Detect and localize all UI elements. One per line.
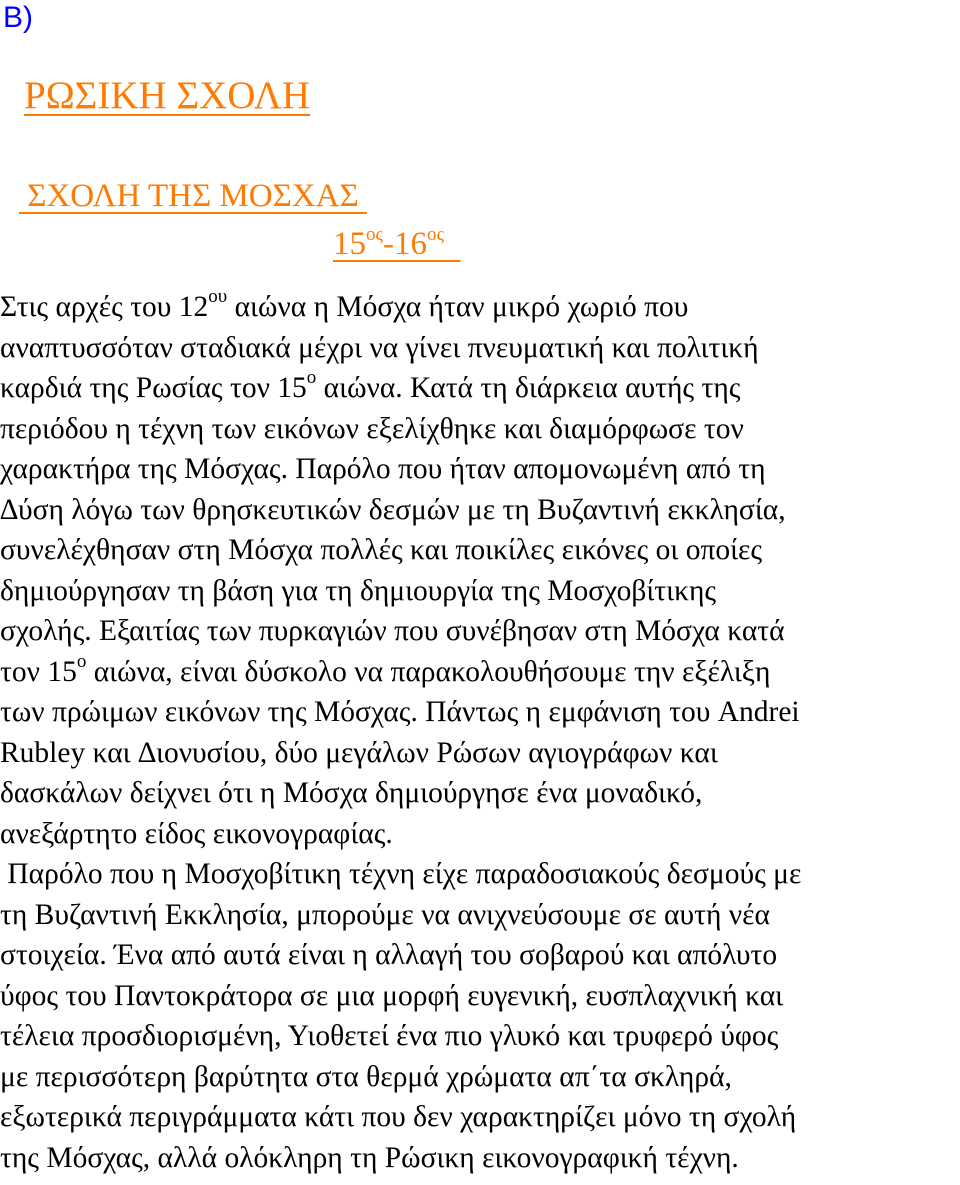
century-end: -16 bbox=[383, 226, 428, 262]
text-line-content: τον 15 bbox=[0, 655, 77, 688]
text-line bbox=[0, 814, 960, 855]
text-line-content: στοιχεία. Ένα από αυτά είναι η αλλαγή του σοβαρού και απόλυτο bbox=[0, 939, 778, 971]
text-line bbox=[0, 571, 960, 612]
text-line bbox=[0, 935, 960, 976]
text-line bbox=[0, 328, 960, 369]
text-line bbox=[0, 287, 960, 328]
body-text bbox=[0, 287, 960, 1178]
text-line-content: χαρακτήρα της Μόσχας. Παρόλο που ήταν απομονωμένη από τη bbox=[0, 453, 766, 485]
text-line bbox=[0, 733, 960, 774]
text-line-content: των πρώιμων εικόνων της Μόσχας. Πάντως η εμφάνιση του Andrei bbox=[0, 696, 800, 728]
page-title: ΡΩΣΙΚΗ ΣΧΟΛΗ bbox=[24, 74, 311, 117]
text-line-content: Παρόλο που η Μοσχοβίτικη τέχνη είχε παραδοσιακούς δεσμούς με bbox=[0, 858, 802, 890]
text-line-continuation: αιώνα η Μόσχα ήταν μικρό χωριό που bbox=[227, 291, 689, 323]
text-line-content: ύφος του Παντοκράτορα σε μια μορφή ευγενική, ευσπλαχνική και bbox=[0, 979, 784, 1012]
text-line-content: με περισσότερη βαρύτητα στα θερμά χρώματα απ΄τα σκληρά, bbox=[0, 1060, 732, 1093]
text-line bbox=[0, 1097, 960, 1138]
text-line bbox=[0, 652, 960, 693]
text-line bbox=[0, 773, 960, 814]
text-line bbox=[0, 449, 960, 490]
text-line bbox=[0, 368, 960, 409]
text-line-content: συνελέχθησαν στη Μόσχα πολλές και ποικίλες εικόνες οι οποίες bbox=[0, 534, 763, 566]
text-line bbox=[0, 611, 960, 652]
text-line-content: καρδιά της Ρωσίας τον 15 bbox=[0, 372, 307, 404]
ordinal-suffix: ο bbox=[76, 650, 87, 672]
section-label: B) bbox=[3, 1, 33, 34]
century-start-suffix: ος bbox=[366, 224, 384, 245]
century-end-suffix: ος bbox=[427, 224, 445, 245]
text-line-content: εξωτερικά περιγράμματα κάτι που δεν χαρακτηρίζει μόνο τη σχολή bbox=[0, 1101, 797, 1133]
ordinal-suffix: ου bbox=[208, 286, 228, 307]
text-line bbox=[0, 1057, 960, 1098]
text-line bbox=[0, 976, 960, 1017]
text-line-content: Rubley και ∆ιονυσίου, δύο μεγάλων Ρώσων αγιογράφων και bbox=[0, 736, 718, 769]
text-line bbox=[0, 1016, 960, 1057]
text-line-content: δημιούργησαν τη βάση για τη δημιουργία της Μοσχοβίτικης bbox=[0, 574, 717, 607]
text-line bbox=[0, 854, 960, 895]
text-line-content: τη Βυζαντινή Εκκλησία, μπορούμε να ανιχνεύσουμε σε αυτή νέα bbox=[0, 898, 770, 931]
text-line-content: της Μόσχας, αλλά ολόκληρη τη Ρώσικη εικονογραφική τέχνη. bbox=[0, 1141, 739, 1174]
text-line-continuation: αιώνα, είναι δύσκολο να παρακολουθήσουμε την εξέλιξη bbox=[86, 655, 771, 688]
text-line bbox=[0, 692, 960, 733]
text-line-content: Στις αρχές του 12 bbox=[0, 291, 209, 323]
text-line-continuation: αιώνα. Κατά τη διάρκεια αυτής της bbox=[316, 372, 741, 404]
century-start: 15 bbox=[333, 226, 366, 262]
text-line-content: περιόδου η τέχνη των εικόνων εξελίχθηκε και διαμόρφωσε τον bbox=[0, 412, 744, 445]
text-line bbox=[0, 1138, 960, 1179]
text-line-content: ∆ύση λόγω των θρησκευτικών δεσμών με τη Βυζαντινή εκκλησία, bbox=[0, 493, 786, 526]
ordinal-suffix: ο bbox=[306, 367, 317, 388]
section-subtitle: ΣΧΟΛΗ ΤΗΣ ΜΟΣΧΑΣ bbox=[19, 178, 367, 214]
century-trailing-space bbox=[444, 226, 461, 262]
century-range bbox=[333, 224, 461, 264]
text-line bbox=[0, 409, 960, 450]
text-line-content: δασκάλων δείχνει ότι η Μόσχα δημιούργησε ένα μοναδικό, bbox=[0, 777, 703, 809]
text-line-content: τέλεια προσδιορισμένη, Υιοθετεί ένα πιο γλυκό και τρυφερό ύφος bbox=[0, 1020, 779, 1052]
text-line-content: αναπτυσσόταν σταδιακά μέχρι να γίνει πνευματική και πολιτική bbox=[0, 331, 759, 364]
text-line bbox=[0, 530, 960, 571]
text-line-content: ανεξάρτητο είδος εικονογραφίας. bbox=[0, 817, 393, 850]
text-line bbox=[0, 895, 960, 936]
text-line bbox=[0, 490, 960, 531]
text-line-content: σχολής. Εξαιτίας των πυρκαγιών που συνέβησαν στη Μόσχα κατά bbox=[0, 615, 785, 647]
